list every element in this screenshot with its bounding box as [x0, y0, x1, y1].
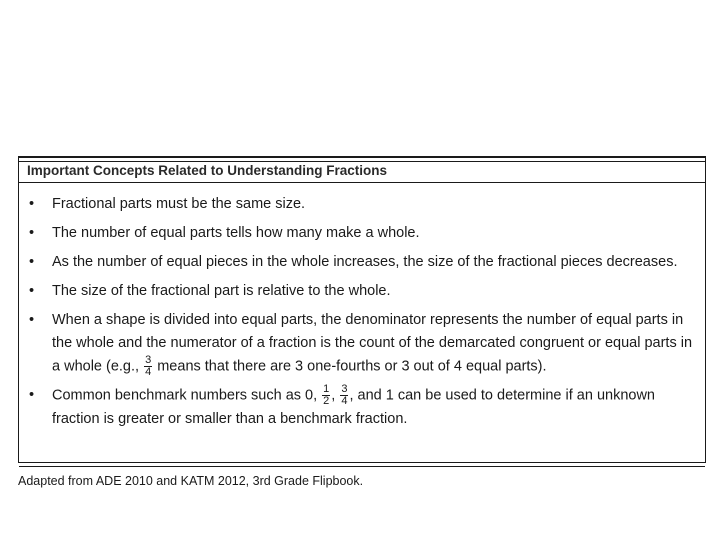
fraction-denominator: 4	[145, 366, 152, 378]
fraction-numerator: 3	[341, 383, 348, 396]
list-item	[19, 384, 705, 430]
box-title: Important Concepts Related to Understanding Fractions	[19, 157, 705, 183]
fraction-one-half	[322, 384, 330, 407]
list-item	[19, 280, 705, 303]
concept-text: The number of equal parts tells how many make a whole.	[52, 225, 420, 241]
fraction-denominator: 4	[341, 395, 348, 408]
bullet: •	[29, 387, 35, 404]
fraction-numerator: 1	[323, 383, 330, 396]
list-item	[19, 309, 705, 378]
fraction-three-fourths	[144, 355, 152, 378]
concept-text: Fractional parts must be the same size.	[52, 196, 306, 212]
concept-text-after: , and 1 can be used to determine if an unknown fraction is greater or smaller than a benchmark fraction.	[52, 387, 655, 427]
concepts-list	[19, 193, 705, 437]
concept-text: The size of the fractional part is relative to the whole.	[52, 283, 391, 299]
bullet: •	[29, 225, 35, 241]
bullet: •	[29, 283, 35, 299]
list-item	[19, 251, 705, 274]
concept-text-before: Common benchmark numbers such as 0,	[52, 387, 322, 404]
bullet: •	[29, 254, 35, 270]
fraction-denominator: 2	[323, 395, 330, 408]
concept-text-before: When a shape is divided into equal parts, the denominator represents the number of equal parts in the whole and the numerator of a fraction is the count of the demarcated congruent or equal parts in a whole (e.g.,	[52, 312, 693, 375]
list-item	[19, 193, 705, 216]
concepts-box	[18, 156, 706, 463]
bullet: •	[29, 196, 35, 212]
top-double-rule	[19, 157, 705, 162]
fraction-three-fourths	[340, 384, 348, 407]
list-item	[19, 222, 705, 245]
concept-text-after: means that there are 3 one-fourths or 3 out of 4 equal parts).	[153, 358, 547, 375]
source-citation: Adapted from ADE 2010 and KATM 2012, 3rd Grade Flipbook.	[18, 474, 364, 488]
fraction-numerator: 3	[145, 354, 152, 366]
bottom-double-rule	[19, 462, 705, 467]
fraction-separator: ,	[331, 387, 340, 404]
bullet: •	[29, 312, 35, 328]
concept-text: As the number of equal pieces in the whole increases, the size of the fractional pieces decreases.	[52, 254, 678, 270]
